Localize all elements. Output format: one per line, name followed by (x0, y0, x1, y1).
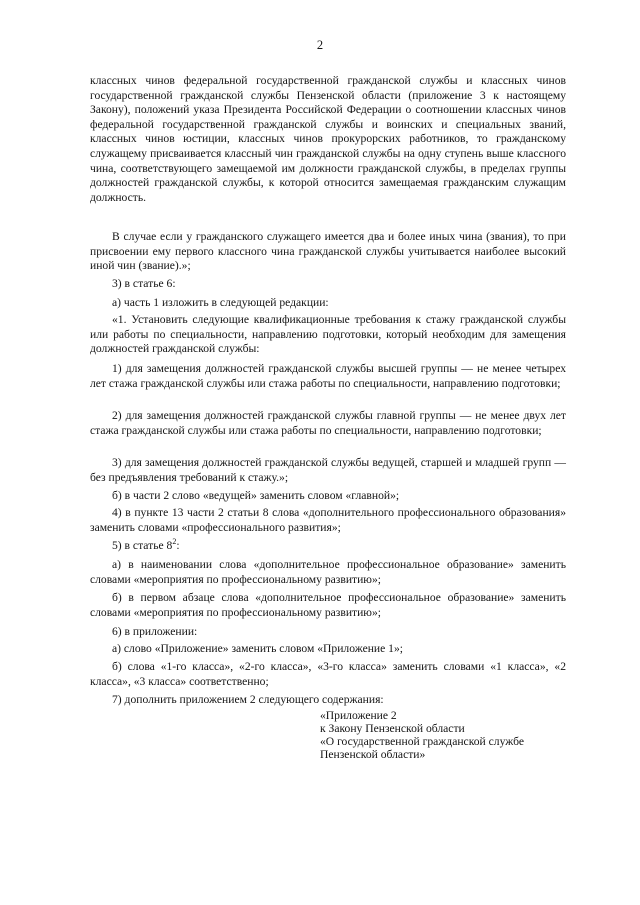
item-6-heading: 6) в приложении: (112, 625, 198, 638)
requirement-leading-groups: 3) для замещения должностей гражданской службы ведущей, старшей и младшей групп — без предъявления требований к стажу.»; (90, 456, 566, 484)
item-5-superscript: 2 (172, 537, 177, 547)
paragraph-other-ranks: В случае если у гражданского служащего имеется два и более иных чина (звания), то при присвоении ему первого классного чина гражданской службы учитывается наиболее высокий иной чин (звание).»; (90, 230, 566, 273)
subitem-6b: б) слова «1-го класса», «2-го класса», «3-го класса» заменить словами «1 класса», «2 класса», «3 класса» соответственно; (90, 660, 566, 688)
subitem-6a: а) слово «Приложение» заменить словом «Приложение 1»; (112, 642, 403, 655)
paragraph-continuation: классных чинов федеральной государственной гражданской службы и классных чинов государственной гражданской службы Пензенской области (приложение 3 к настоящему Закону), положений указа Президента Российской Федерации о соотношении классных чинов федеральной государственной гражданской службы и воинских и специальных званий, классных чинов юстиции, классных чинов прокурорских работников, то гражданскому служащему присваивается классный чин гражданской службы на одну ступень выше классного чина, соответствующего замещаемой им должности гражданской службы, в пределах группы должностей гражданской службы, к которой относится замещаемая гражданским служащим должность. (90, 74, 566, 204)
item-5-colon: : (176, 539, 180, 552)
item-7: 7) дополнить приложением 2 следующего содержания: (112, 693, 384, 706)
requirement-highest-group: 1) для замещения должностей гражданской службы высшей группы — не менее четырех лет стажа гражданской службы или стажа работы по специальности, направлению подготовки; (90, 362, 566, 390)
appendix-header-block (320, 709, 524, 761)
subitem-3b: б) в части 2 слово «ведущей» заменить словом «главной»; (112, 489, 400, 502)
qualification-requirements-intro: «1. Установить следующие квалификационные требования к стажу гражданской службы или работы по специальности, направлению подготовки, который необходим для замещения должностей гражданской службы: (90, 313, 566, 356)
item-4: 4) в пункте 13 части 2 статьи 8 слова «дополнительного профессионального образования» заменить словами «профессионального развития»; (90, 506, 566, 534)
requirement-main-group: 2) для замещения должностей гражданской службы главной группы — не менее двух лет стажа гражданской службы или стажа работы по специальности, направлению подготовки; (90, 409, 566, 437)
page-number: 2 (316, 38, 324, 52)
appendix-law-reference: к Закону Пензенской области (320, 722, 465, 735)
subitem-5a: а) в наименовании слова «дополнительное профессиональное образование» заменить словами «мероприятия по профессиональному развитию»; (90, 558, 566, 586)
appendix-law-name: «О государственной гражданской службе (320, 735, 524, 748)
subitem-5b: б) в первом абзаце слова «дополнительное профессиональное образование» заменить словами «мероприятия по профессиональному развитию»; (90, 591, 566, 619)
item-3-heading: 3) в статье 6: (112, 277, 176, 290)
subitem-3a: а) часть 1 изложить в следующей редакции: (112, 296, 329, 309)
appendix-law-name-end: Пензенской области» (320, 748, 426, 761)
item-5-text: 5) в статье 8 (112, 539, 173, 552)
appendix-title: «Приложение 2 (320, 709, 397, 722)
item-5-heading (90, 539, 566, 554)
